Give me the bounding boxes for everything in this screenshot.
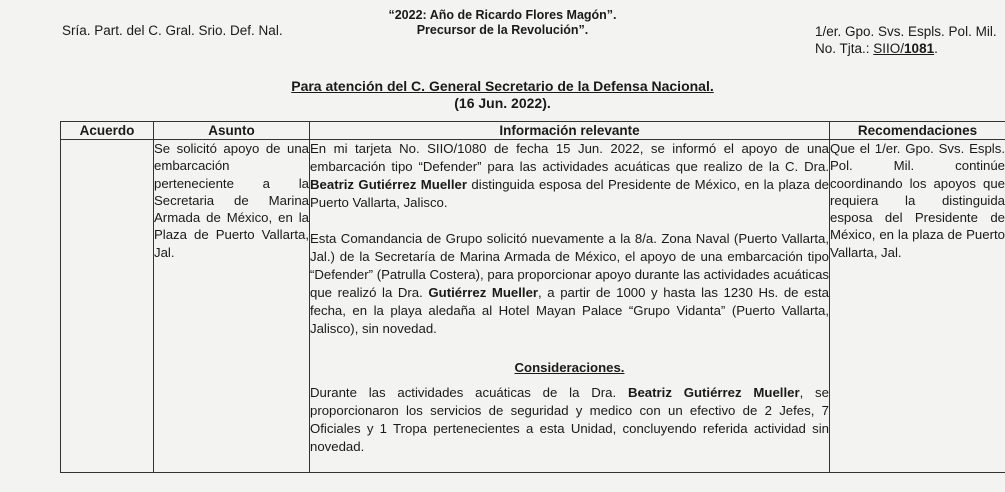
cell-acuerdo	[61, 140, 154, 473]
motto-line-1: “2022: Año de Ricardo Flores Magón”.	[388, 8, 617, 22]
unit-name: 1/er. Gpo. Svs. Espls. Pol. Mil.	[815, 24, 997, 39]
title-line-1: Para atención del C. General Secretario de la Defensa Nacional.	[291, 78, 714, 94]
cell-informacion	[310, 140, 830, 473]
table-row	[61, 140, 1005, 473]
card-number-value: 1081	[904, 41, 935, 56]
header-recomendaciones: Recomendaciones	[830, 122, 1005, 140]
title-date: (16 Jun. 2022).	[454, 95, 551, 111]
header-asunto: Asunto	[154, 122, 310, 140]
cell-recomendaciones: Que el 1/er. Gpo. Svs. Espls. Pol. Mil. continúe coordinando los apoyos que requiera la distinguida esposa del Presidente de México, en la plaza de Puerto Vallarta, Jal.	[830, 140, 1005, 473]
info-paragraph-2: Esta Comandancia de Grupo solicitó nuevamente a la 8/a. Zona Naval (Puerto Vallarta, Jal.) de la Secretaría de Marina Armada de México, el apoyo de una embarcación tipo “Defender” (Patrulla Costera), para proporcionar apoyo durante las actividades acuáticas que realizó la Dra. Gutiérrez Mueller, a partir de 1000 y hasta las 1230 Hs. de esta fecha, en la playa aledaña al Hotel Mayan Palace “Grupo Vidanta” (Puerto Vallarta, Jalisco), sin novedad.	[310, 231, 829, 336]
card-number-prefix: No. Tjta.:	[815, 41, 874, 56]
header-informacion: Información relevante	[310, 122, 830, 140]
motto-line-2: Precursor de la Revolución”.	[416, 23, 589, 37]
document-title	[0, 78, 1005, 112]
unit-reference	[815, 23, 997, 57]
report-table	[60, 121, 1005, 473]
info-paragraph-3: Durante las actividades acuáticas de la Dra. Beatriz Gutiérrez Mueller, se proporcionaron los servicios de seguridad y medico con un efectivo de 2 Jefes, 7 Oficiales y 1 Tropa pertenecientes a esta Unidad, concluyendo referida actividad sin novedad.	[310, 385, 829, 454]
table-header-row	[61, 122, 1005, 140]
header-acuerdo: Acuerdo	[61, 122, 154, 140]
considerations-heading: Consideraciones.	[514, 360, 625, 375]
highlight-name: Beatriz Gutiérrez Mueller	[310, 177, 467, 192]
cell-asunto: Se solicitó apoyo de una embarcación perteneciente a la Secretaria de Marina Armada de México, en la Plaza de Puerto Vallarta, Jal.	[154, 140, 310, 473]
sender-office: Sría. Part. del C. Gral. Srio. Def. Nal.	[62, 23, 283, 38]
highlight-name: Gutiérrez Mueller	[428, 285, 539, 300]
card-number-suffix: .	[934, 41, 938, 56]
info-paragraph-1: En mi tarjeta No. SIIO/1080 de fecha 15 Jun. 2022, se informó el apoyo de una embarcación tipo “Defender” para las actividades acuáticas que realizo de la C. Dra. Beatriz Gutiérrez Mueller distinguida esposa del Presidente de México, en la plaza de Puerto Vallarta, Jalisco.	[310, 141, 830, 210]
card-number	[815, 40, 997, 57]
highlight-name: Beatriz Gutiérrez Mueller	[627, 385, 800, 400]
card-number-code: SIIO/1081	[873, 41, 935, 56]
